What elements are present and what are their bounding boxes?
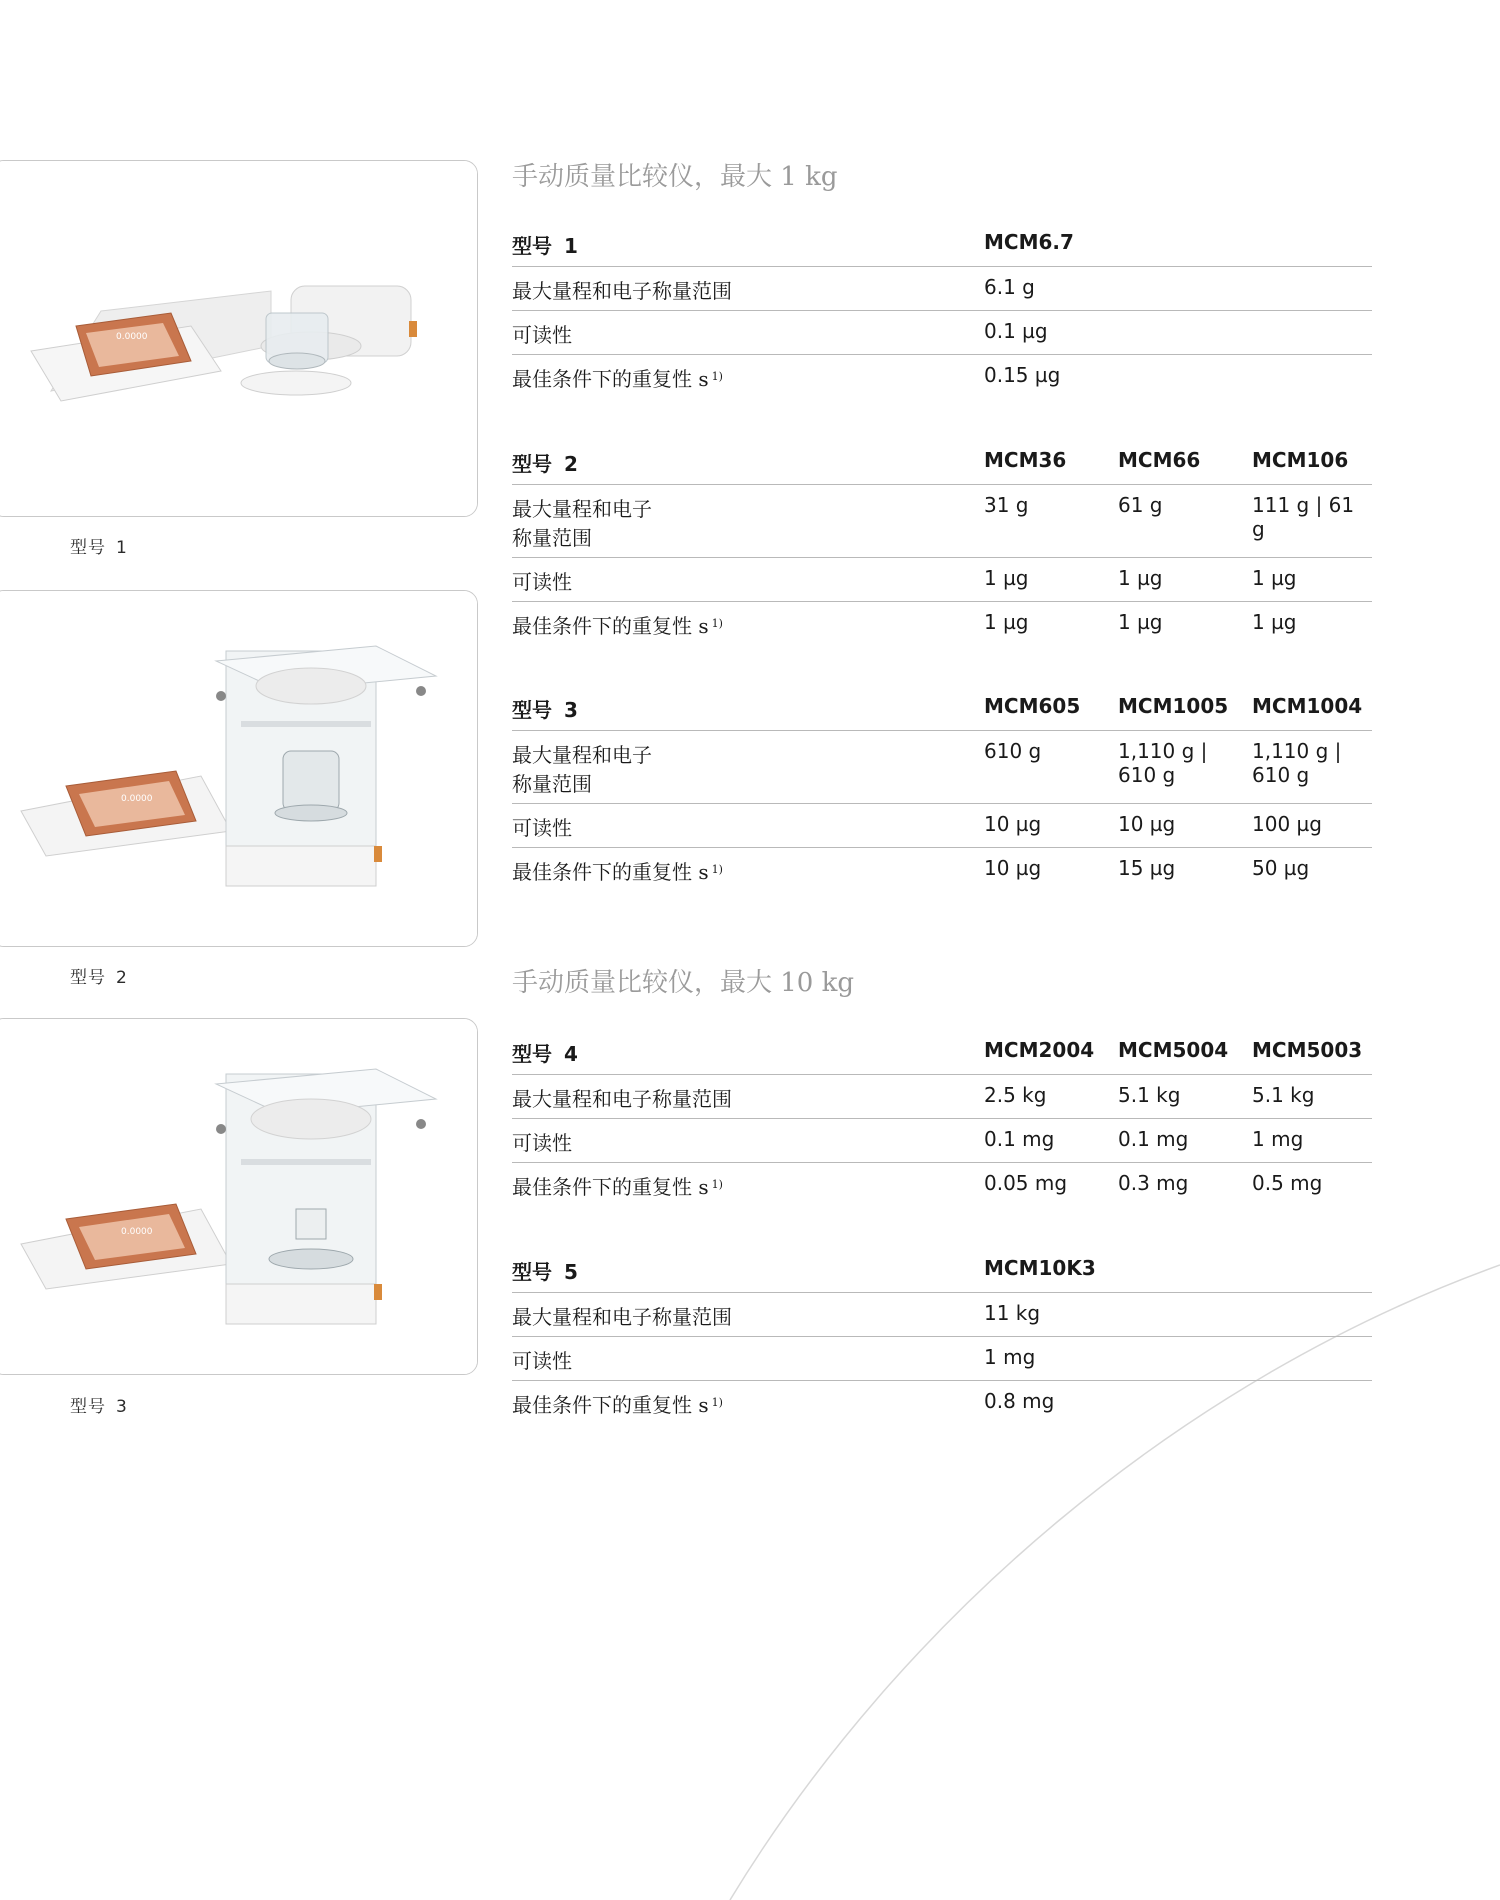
row-value: 100 µg [1252, 804, 1372, 848]
model-label: 型号 2 [512, 440, 984, 485]
table-row [512, 1381, 1372, 1425]
table-row [512, 355, 1372, 399]
table-row [512, 311, 1372, 355]
row-label: 最佳条件下的重复性 s $^{1)}$ [512, 367, 723, 391]
row-label: 最大量程和电子称量范围 [512, 1075, 984, 1119]
row-label: 可读性 [512, 1337, 984, 1381]
table-row [512, 485, 1372, 558]
model-name: MCM36 [984, 440, 1118, 485]
table-row [512, 1293, 1372, 1337]
spec-table-model-2 [512, 440, 1372, 645]
row-value: 1 µg [1252, 610, 1297, 634]
row-label: 最大量程和电子 称量范围 [512, 731, 984, 804]
model-name: MCM1004 [1252, 686, 1372, 731]
row-value: 2.5 kg [984, 1075, 1118, 1119]
glass-enclosure-balance-large-icon [0, 1019, 477, 1374]
row-value: 31 g [984, 485, 1118, 558]
caption-number: 1 [116, 538, 128, 558]
model-name: MCM10K3 [984, 1248, 1372, 1293]
row-value: 5.1 kg [1252, 1075, 1372, 1119]
footnote-marker: 1) [711, 863, 723, 876]
model-name: MCM106 [1252, 440, 1372, 485]
table-row [512, 1119, 1372, 1163]
table-row [512, 1163, 1372, 1207]
photo-caption-3 [70, 1392, 128, 1417]
table-row [512, 267, 1372, 311]
table-row [512, 558, 1372, 602]
row-value: 1 µg [984, 558, 1118, 602]
caption-label: 型号 [70, 968, 106, 988]
model-label: 型号 5 [512, 1248, 984, 1293]
table-header-row [512, 686, 1372, 731]
row-value: 6.1 g [984, 267, 1372, 311]
photo-caption-2 [70, 963, 128, 988]
caption-label: 型号 [70, 1397, 106, 1417]
spec-table-model-1 [512, 222, 1372, 398]
row-value: 0.1 mg [1118, 1119, 1252, 1163]
row-value: 0.3 mg [1118, 1171, 1189, 1195]
footnote-marker: 1) [711, 370, 723, 383]
row-value: 1 mg [984, 1337, 1372, 1381]
row-value: 11 kg [984, 1293, 1372, 1337]
photo-caption-1 [70, 533, 128, 558]
row-label: 可读性 [512, 804, 984, 848]
spec-table-model-4 [512, 1030, 1372, 1206]
footnote-marker: 1) [711, 617, 723, 630]
model-label: 型号 1 [512, 222, 984, 267]
row-value: 61 g [1118, 485, 1252, 558]
row-value: 1 µg [1252, 558, 1372, 602]
svg-text:0.0000: 0.0000 [121, 1227, 153, 1237]
product-photo-1 [0, 160, 478, 517]
micro-balance-with-draft-shield-icon [0, 161, 477, 516]
section-title-max-10kg: 手动质量比较仪，最大 10 kg [512, 968, 855, 998]
row-value: 1 µg [1118, 558, 1252, 602]
footnote-marker: 1) [711, 1396, 723, 1409]
model-name: MCM1005 [1118, 686, 1252, 731]
row-value: 1 µg [984, 610, 1029, 634]
model-name: MCM6.7 [984, 222, 1372, 267]
row-value: 0.8 mg [984, 1389, 1055, 1413]
row-label: 最佳条件下的重复性 s $^{1)}$ [512, 614, 723, 638]
row-value: 1,110 g | 610 g [1252, 731, 1372, 804]
row-label: 可读性 [512, 558, 984, 602]
row-label: 最大量程和电子 称量范围 [512, 485, 984, 558]
row-value: 15 µg [1118, 856, 1176, 880]
row-value: 5.1 kg [1118, 1075, 1252, 1119]
model-name: MCM605 [984, 686, 1118, 731]
table-header-row [512, 440, 1372, 485]
row-label: 最佳条件下的重复性 s $^{1)}$ [512, 1393, 723, 1417]
model-label: 型号 4 [512, 1030, 984, 1075]
model-name: MCM2004 [984, 1030, 1118, 1075]
spec-table-model-3 [512, 686, 1372, 891]
row-value: 1 µg [1118, 610, 1163, 634]
row-label: 最大量程和电子称量范围 [512, 1293, 984, 1337]
row-value: 0.05 mg [984, 1171, 1068, 1195]
table-header-row [512, 222, 1372, 267]
row-value: 610 g [984, 731, 1118, 804]
row-label: 最佳条件下的重复性 s $^{1)}$ [512, 860, 723, 884]
table-row [512, 1075, 1372, 1119]
caption-number: 2 [116, 968, 128, 988]
table-row [512, 1337, 1372, 1381]
caption-number: 3 [116, 1397, 128, 1417]
row-value: 50 µg [1252, 856, 1310, 880]
product-photo-3 [0, 1018, 478, 1375]
svg-text:0.0000: 0.0000 [116, 332, 148, 342]
model-label: 型号 3 [512, 686, 984, 731]
row-value: 1 mg [1252, 1119, 1372, 1163]
row-value: 10 µg [984, 804, 1118, 848]
table-header-row [512, 1030, 1372, 1075]
row-value: 0.5 mg [1252, 1171, 1323, 1195]
section-title-max-1kg: 手动质量比较仪，最大 1 kg [512, 162, 838, 192]
row-value: 1,110 g | 610 g [1118, 731, 1252, 804]
row-value: 10 µg [984, 856, 1042, 880]
row-label: 最大量程和电子称量范围 [512, 267, 984, 311]
model-name: MCM5003 [1252, 1030, 1372, 1075]
footnote-marker: 1) [711, 1178, 723, 1191]
table-row [512, 804, 1372, 848]
table-row [512, 602, 1372, 646]
caption-label: 型号 [70, 538, 106, 558]
row-value: 10 µg [1118, 804, 1252, 848]
row-value: 0.1 mg [984, 1119, 1118, 1163]
table-row [512, 731, 1372, 804]
row-value: 0.1 µg [984, 311, 1372, 355]
glass-enclosure-balance-icon [0, 591, 477, 946]
row-value: 111 g | 61 g [1252, 485, 1372, 558]
table-row [512, 848, 1372, 892]
product-photo-2 [0, 590, 478, 947]
row-value: 0.15 µg [984, 363, 1061, 387]
row-label: 最佳条件下的重复性 s $^{1)}$ [512, 1175, 723, 1199]
spec-table-model-5 [512, 1248, 1372, 1424]
table-header-row [512, 1248, 1372, 1293]
row-label: 可读性 [512, 311, 984, 355]
row-label: 可读性 [512, 1119, 984, 1163]
svg-text:0.0000: 0.0000 [121, 794, 153, 804]
model-name: MCM66 [1118, 440, 1252, 485]
model-name: MCM5004 [1118, 1030, 1252, 1075]
